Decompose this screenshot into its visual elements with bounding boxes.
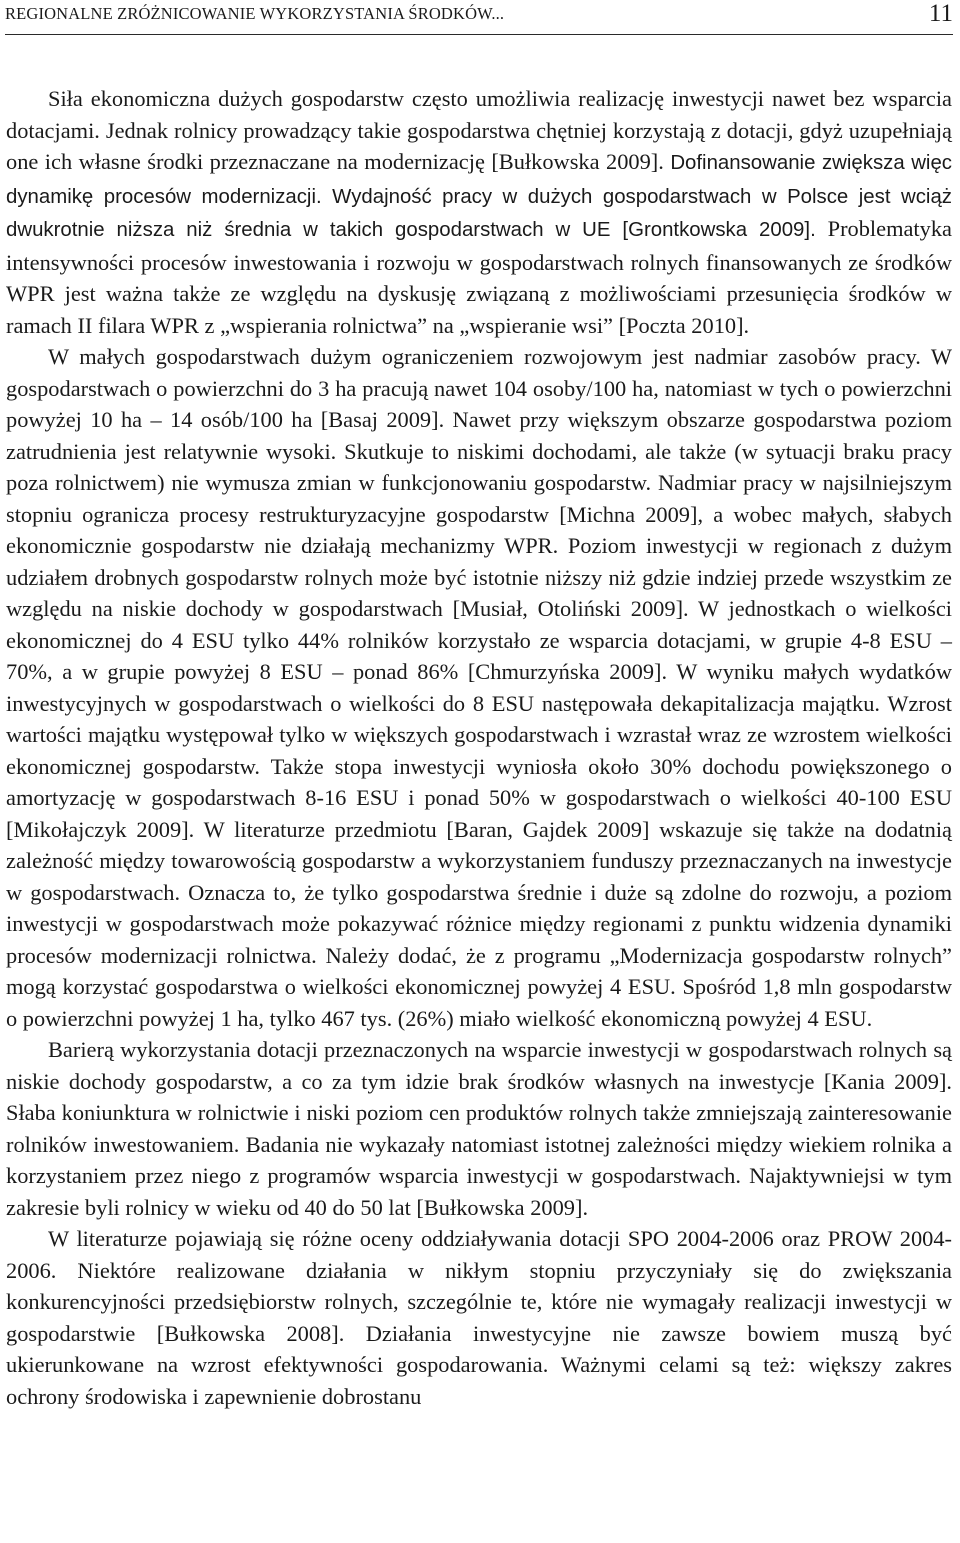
header-divider [5,34,953,35]
paragraph-4: W literaturze pojawiają się różne oceny oddziaływania dotacji SPO 2004-2006 oraz PROW 2004-2006. Niektóre realizowane działania w nikłym stopniu przyczyniały się do zwiększania konkurencyjności przedsiębiorstw rolnych, szczególnie te, które nie wymagały realizacji inwestycji w gospodarstwie [Bułkowska 2008]. Działania inwestycyjne nie zawsze bowiem muszą być ukierunkowane na wzrost efektywności gospodarowania. Ważnymi celami są też: większy zakres ochrony środowiska i zapewnienie dobrostanu [6,1226,952,1409]
paragraph-2: W małych gospodarstwach dużym ograniczeniem rozwojowym jest nadmiar zasobów pracy. W gospodarstwach o powierzchni do 3 ha pracują nawet 104 osoby/100 ha, natomiast w tych o powierzchni powyżej 10 ha – 14 osób/100 ha [Basaj 2009]. Nawet przy większym obszarze gospodarstwa poziom zatrudnienia jest relatywnie wysoki. Skutkuje to niskimi dochodami, ale także (w sytuacji braku pracy poza rolnictwem) nie wymusza zmian w funkcjonowaniu gospodarstw. Nadmiar pracy w najsilniejszym stopniu ogranicza procesy restrukturyzacyjne gospodarstw [Michna 2009], a wobec małych, słabych ekonomicznie gospodarstw nie działają mechanizmy WPR. Poziom inwestycji w regionach z dużym udziałem drobnych gospodarstw rolnych może być istotnie niższy niż gdzie indziej przede wszystkim ze względu na niskie dochody w gospodarstwach [Musiał, Otoliński 2009]. W jednostkach o wielkości ekonomicznej do 4 ESU tylko 44% rolników korzystało ze wsparcia dotacjami, w grupie 4-8 ESU – 70%, a w grupie powyżej 8 ESU – ponad 86% [Chmurzyńska 2009]. W wyniku małych wydatków inwestycyjnych w gospodarstwach o wielkości do 8 ESU następowała dekapitalizacja majątku. Wzrost wartości majątku występował tylko w większych gospodarstwach i wzrastał wraz ze wzrostem wielkości ekonomicznej gospodarstw. Także stopa inwestycji wyniosła około 30% dochodu powiększonego o amortyzację w gospodarstwach 8-16 ESU i ponad 50% w gospodarstwach o wielkości 40-100 ESU [Mikołajczyk 2009]. W literaturze przedmiotu [Baran, Gajdek 2009] wskazuje się także na dodatnią zależność między towarowością gospodarstw a wykorzystaniem funduszy przeznaczanych na inwestycje w gospodarstwach. Oznacza to, że tylko gospodarstwa średnie i duże są zdolne do rozwoju, a poziom inwestycji w gospodarstwach może pokazywać różnice między regionami z punktu widzenia dynamiki procesów modernizacji rolnictwa. Należy dodać, że z programu „Modernizacja gospodarstw rolnych” mogą korzystać gospodarstwa o wielkości ekonomicznej powyżej 4 ESU. Spośród 1,8 mln gospodarstw o powierzchni powyżej 1 ha, tylko 467 tys. (26%) miało wielkość ekonomiczną powyżej 4 ESU. [6,344,952,1031]
paragraph-3: Barierą wykorzystania dotacji przeznaczonych na wsparcie inwestycji w gospodarstwach rolnych są niskie dochody gospodarstw, a co za tym idzie brak środków własnych na inwestycje [Kania 2009]. Słaba koniunktura w rolnictwie i niski poziom cen produktów rolnych także zmniejszają zainteresowanie rolników inwestowaniem. Badania nie wykazały natomiast istotnej zależności między wiekiem rolnika a korzystaniem przez niego z programów wsparcia inwestycji w gospodarstwach. Najaktywniejsi w tym zakresie byli rolnicy w wieku od 40 do 50 lat [Bułkowska 2009]. [6,1037,952,1220]
paragraph-1-serif-end: Problematyka intensywności procesów inwestowania i rozwoju w gospodarstwach rolnych finansowanych ze środków WPR jest ważna także ze względu na dyskusję związaną z możliwościami przesunięcia środków w ramach II filara WPR z „wspierania rolnictwa” na „wspieranie wsi” [Poczta 2010]. [6,216,952,338]
running-header [5,0,953,33]
paragraph-1 [6,83,952,341]
paragraph-1-sans-segment: Dofinansowanie zwiększa więc dynamikę procesów modernizacji. Wydajność pracy w dużych gospodarstwach w Polsce jest wciąż dwukrotnie niższa niż średnia w takich gospodarstwach w UE [Grontkowska 2009]. [6,152,952,241]
running-title: REGIONALNE ZRÓŻNICOWANIE WYKORZYSTANIA ŚRODKÓW... [5,4,505,23]
body-text [6,83,952,1412]
page-number: 11 [928,0,953,27]
paragraph-1-serif-start: Siła ekonomiczna dużych gospodarstw często umożliwia realizację inwestycji nawet bez wsparcia dotacjami. Jednak rolnicy prowadzący takie gospodarstwa chętniej korzystają z dotacji, gdyż uzupełniają one ich własne środki przeznaczane na modernizację [Bułkowska 2009]. [6,86,952,174]
